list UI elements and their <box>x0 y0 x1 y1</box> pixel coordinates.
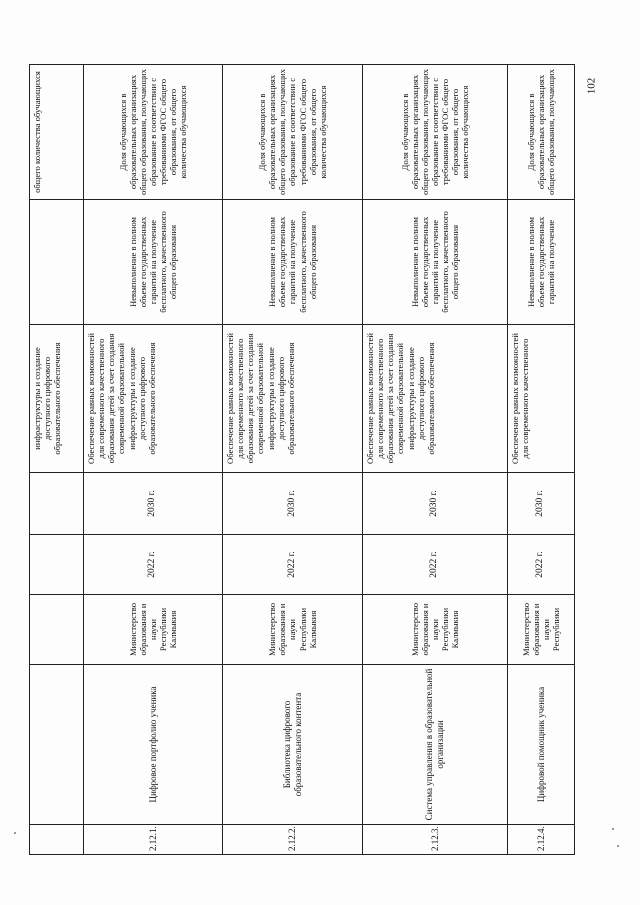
cell-ministry: Министерство образования и науки Республики <box>508 595 575 665</box>
cell-indicator: Доля обучающихся в образовательных организациях общего образования, получающих <box>508 65 575 200</box>
cell-ministry: Министерство образования и науки Республики Калмыкия <box>84 595 223 665</box>
cell-goal: Обеспечение равных возможностей для современного качественного <box>508 325 575 473</box>
cell-start <box>30 535 84 595</box>
cell-start: 2022 г. <box>508 535 575 595</box>
cell-start: 2022 г. <box>84 535 223 595</box>
cell-indicator: общего количества обучающихся <box>30 65 84 200</box>
cell-goal: инфраструктуры и создание доступного цифрового образовательного обеспечения <box>30 325 84 473</box>
cell-name: Система управления в образовательной организации <box>363 665 508 825</box>
cell-num: 2.12.2. <box>223 825 363 855</box>
cell-ministry <box>30 595 84 665</box>
table-row <box>84 65 223 855</box>
cell-end: 2030 г. <box>508 473 575 535</box>
cell-risk: Невыполнение в полном объеме государственных гарантий на получение <box>508 200 575 325</box>
cell-name: Цифровой помощник ученика <box>508 665 575 825</box>
cell-end: 2030 г. <box>363 473 508 535</box>
cell-goal: Обеспечение равных возможностей для современного качественного образования детей за счет создания современной образовательной инфраструктуры и создание доступного цифрового образовательного обеспечения <box>223 325 363 473</box>
table-row <box>508 65 575 855</box>
cell-name <box>30 665 84 825</box>
cell-risk: Невыполнение в полном объеме государственных гарантий на получение бесплатного, качественного общего образования <box>363 200 508 325</box>
table-row <box>223 65 363 855</box>
rotated-table-container <box>29 65 574 855</box>
cell-name: Цифровое портфолио ученика <box>84 665 223 825</box>
cell-num: 2.12.4. <box>508 825 575 855</box>
cell-name: Библиотека цифрового образовательного контента <box>223 665 363 825</box>
cell-start: 2022 г. <box>363 535 508 595</box>
scan-speck <box>617 845 619 847</box>
cell-num: 2.12.3. <box>363 825 508 855</box>
table-row <box>363 65 508 855</box>
scan-speck <box>14 832 16 834</box>
cell-risk <box>30 200 84 325</box>
cell-end <box>30 473 84 535</box>
cell-goal: Обеспечение равных возможностей для современного качественного образования детей за счет создания современной образовательной инфраструктуры и создание доступного цифрового образовательного обеспечения <box>363 325 508 473</box>
cell-indicator: Доля обучающихся в образовательных организациях общего образования, получающих образование в соответствии с требованиями ФГОС общего образования, от общего количества обучающихся <box>84 65 223 200</box>
cell-risk: Невыполнение в полном объеме государственных гарантий на получение бесплатного, качественного общего образования <box>84 200 223 325</box>
cell-end: 2030 г. <box>223 473 363 535</box>
page-number: 102 <box>585 77 598 95</box>
cell-indicator: Доля обучающихся в образовательных организациях общего образования, получающих образование в соответствии с требованиями ФГОС общего образования, от общего количества обучающихся <box>223 65 363 200</box>
cell-indicator: Доля обучающихся в образовательных организациях общего образования, получающих образование в соответствии с требованиями ФГОС общего образования, от общего количества обучающихся <box>363 65 508 200</box>
cell-ministry: Министерство образования и науки Республики Калмыкия <box>363 595 508 665</box>
activities-table <box>29 64 575 855</box>
cell-goal: Обеспечение равных возможностей для современного качественного образования детей за счет создания современной образовательной инфраструктуры и создание доступного цифрового образовательного обеспечения <box>84 325 223 473</box>
cell-start: 2022 г. <box>223 535 363 595</box>
table-row-continued <box>30 65 84 855</box>
cell-end: 2030 г. <box>84 473 223 535</box>
cell-ministry: Министерство образования и науки Республики Калмыкия <box>223 595 363 665</box>
cell-num <box>30 825 84 855</box>
cell-risk: Невыполнение в полном объеме государственных гарантий на получение бесплатного, качественного общего образования <box>223 200 363 325</box>
cell-num: 2.12.1. <box>84 825 223 855</box>
scan-speck <box>612 828 614 830</box>
